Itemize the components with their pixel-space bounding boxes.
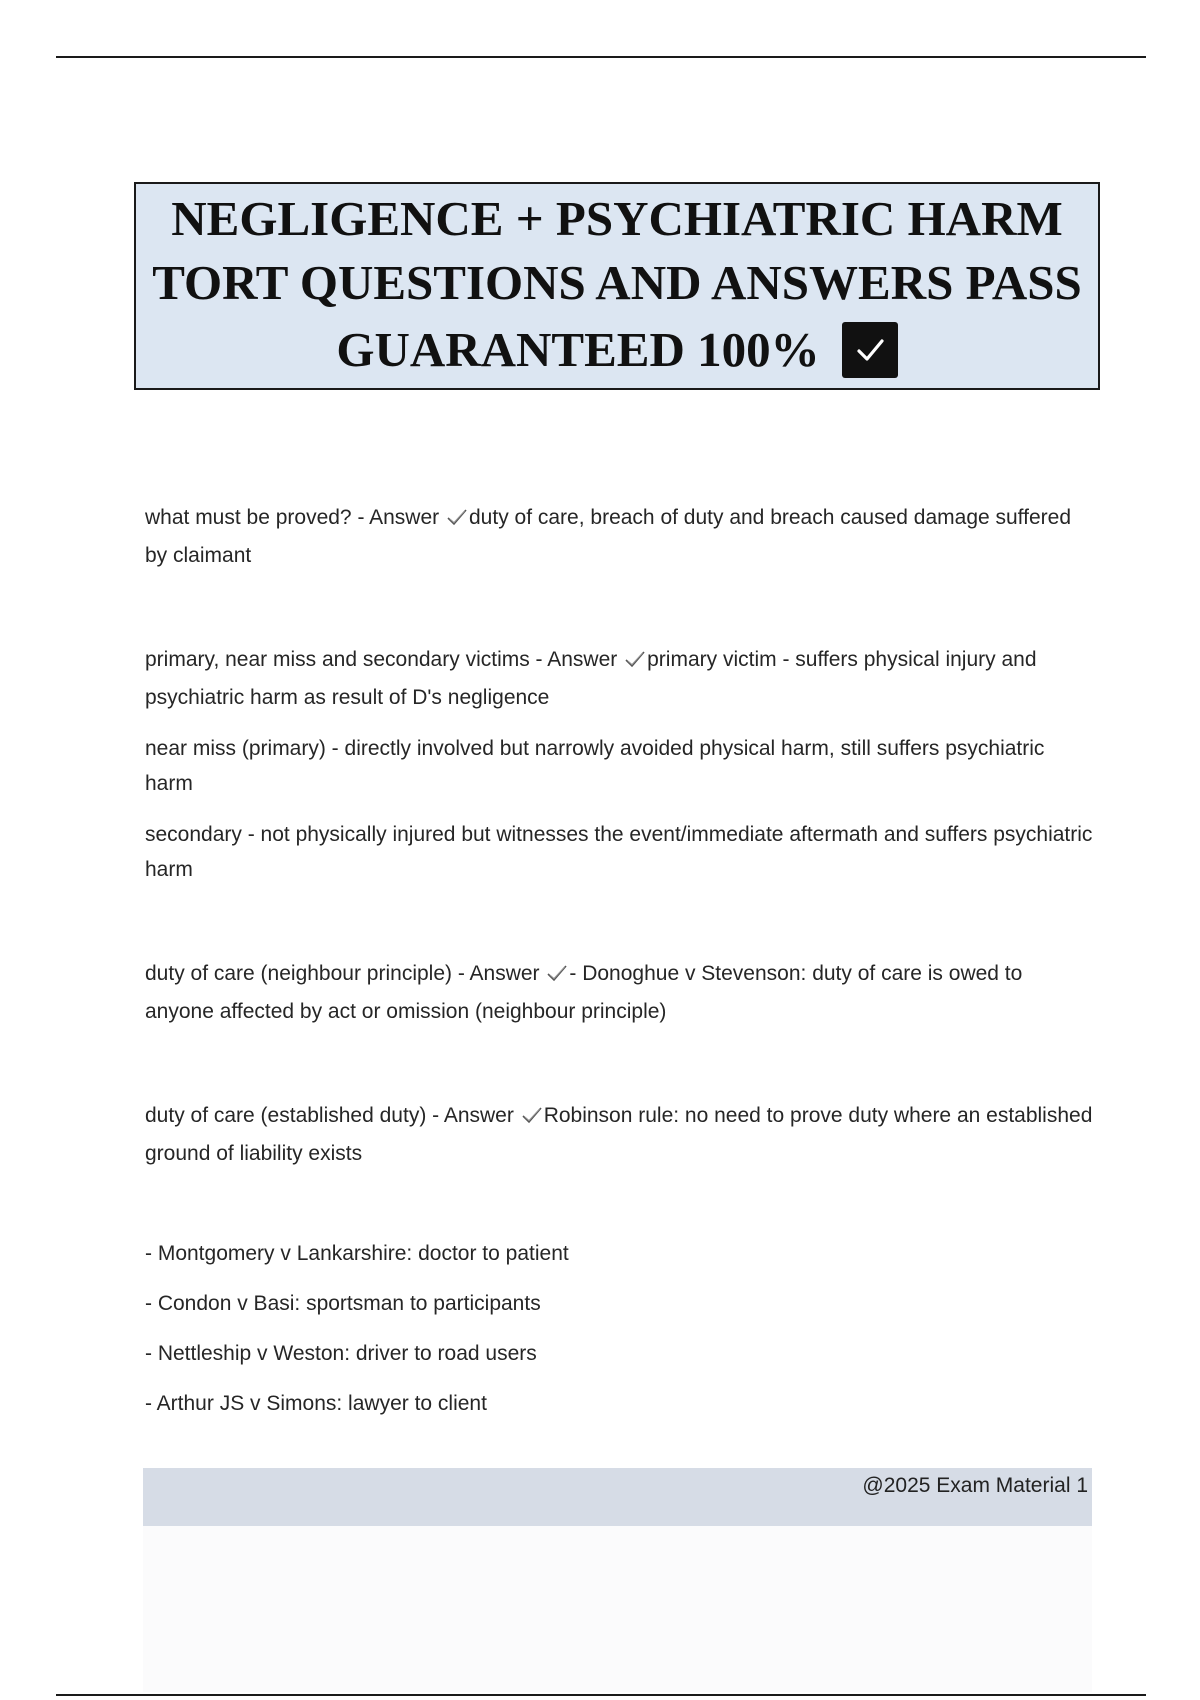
qa-item-2-extra-1: near miss (primary) - directly involved but narrowly avoided physical harm, still suffers psychiatric harm [145, 737, 1045, 795]
qa-item-3 [145, 956, 1095, 1029]
answer-text: primary victim - suffers physical injury and psychiatric harm as result of D's negligence [145, 648, 1037, 709]
qa-item-1 [145, 500, 1095, 573]
question-text: what must be proved? - Answer [145, 506, 440, 529]
bottom-rule [56, 1694, 1146, 1696]
case-item-4: - Arthur JS v Simons: lawyer to client [145, 1392, 487, 1415]
question-text: duty of care (neighbour principle) - Answer [145, 962, 540, 985]
case-item-3: - Nettleship v Weston: driver to road users [145, 1342, 537, 1365]
question-text: primary, near miss and secondary victims - Answer [145, 648, 618, 671]
title-line-3-wrap [336, 315, 897, 385]
footer-text: @2025 Exam Material 1 [862, 1474, 1088, 1497]
checkmark-box-icon [842, 322, 898, 378]
case-item-1: - Montgomery v Lankarshire: doctor to patient [145, 1242, 569, 1265]
title-line-3: GUARANTEED 100% [336, 322, 820, 377]
title-box [134, 182, 1100, 390]
qa-item-2-extra-2: secondary - not physically injured but witnesses the event/immediate aftermath and suffers psychiatric harm [145, 823, 1093, 881]
footer-band [143, 1468, 1092, 1526]
title-line-2: TORT QUESTIONS AND ANSWERS PASS [152, 255, 1082, 310]
check-icon [546, 959, 568, 994]
top-rule [56, 56, 1146, 58]
title-line-1: NEGLIGENCE + PSYCHIATRIC HARM [171, 191, 1063, 246]
qa-item-2 [145, 642, 1095, 715]
answer-text: - Donoghue v Stevenson: duty of care is owed to anyone affected by act or omission (neighbour principle) [145, 962, 1023, 1023]
qa-item-4 [145, 1098, 1095, 1171]
answer-text: duty of care, breach of duty and breach caused damage suffered by claimant [145, 506, 1072, 567]
check-icon [446, 503, 468, 538]
question-text: duty of care (established duty) - Answer [145, 1104, 514, 1127]
case-item-2: - Condon v Basi: sportsman to participants [145, 1292, 541, 1315]
answer-text: Robinson rule: no need to prove duty where an established ground of liability exists [145, 1104, 1093, 1165]
qa-content [145, 500, 1095, 1436]
check-icon [521, 1101, 543, 1136]
check-icon [624, 645, 646, 680]
footer-shade [143, 1526, 1092, 1692]
